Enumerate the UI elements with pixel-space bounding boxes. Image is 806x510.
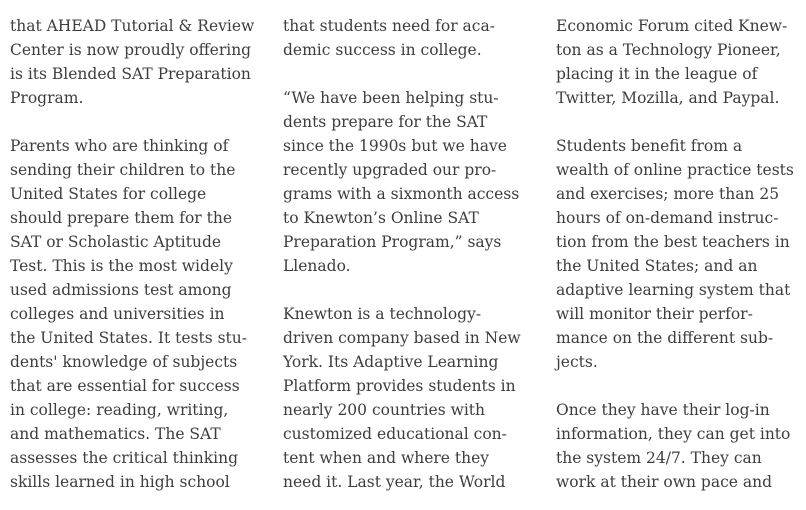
text-line: need it. Last year, the World [283, 473, 506, 491]
text-line: placing it in the league of [556, 65, 758, 83]
text-line: is its Blended SAT Preparation [10, 65, 251, 83]
paragraph-gap [556, 374, 794, 398]
text-line: Platform provides students in [283, 377, 516, 395]
text-line: the United States. It tests stu- [10, 329, 248, 347]
text-line: Knewton is a technology- [283, 305, 482, 323]
text-line: driven company based in New [283, 329, 521, 347]
paragraph [283, 14, 521, 62]
text-line: Parents who are thinking of [10, 137, 229, 155]
paragraph [556, 398, 794, 494]
text-column-1 [10, 14, 254, 494]
text-line: tion from the best teachers in [556, 233, 790, 251]
text-line: to Knewton’s Online SAT [283, 209, 479, 227]
text-line: should prepare them for the [10, 209, 233, 227]
text-column-2 [283, 14, 521, 494]
text-line: used admissions test among [10, 281, 232, 299]
text-line: dents prepare for the SAT [283, 113, 488, 131]
text-line: Llenado. [283, 257, 351, 275]
text-line: and exercises; more than 25 [556, 185, 780, 203]
paragraph [283, 86, 521, 278]
paragraph-gap [10, 110, 254, 134]
text-line: information, they can get into [556, 425, 791, 443]
text-line: the system 24/7. They can [556, 449, 762, 467]
text-line: dents' knowledge of subjects [10, 353, 238, 371]
paragraph [283, 302, 521, 494]
text-line: skills learned in high school [10, 473, 230, 491]
text-line: jects. [556, 353, 598, 371]
text-line: Program. [10, 89, 84, 107]
text-line: wealth of online practice tests [556, 161, 794, 179]
text-line: sending their children to the [10, 161, 236, 179]
text-line: York. Its Adaptive Learning [283, 353, 499, 371]
text-line: the United States; and an [556, 257, 758, 275]
text-line: Center is now proudly offering [10, 41, 252, 59]
text-line: grams with a sixmonth access [283, 185, 520, 203]
text-line: that are essential for success [10, 377, 240, 395]
text-line: colleges and universities in [10, 305, 225, 323]
text-line: nearly 200 countries with [283, 401, 486, 419]
text-line: United States for college [10, 185, 207, 203]
text-line: adaptive learning system that [556, 281, 791, 299]
paragraph-gap [283, 278, 521, 302]
paragraph-gap [556, 110, 794, 134]
text-line: Preparation Program,” says [283, 233, 502, 251]
text-line: recently upgraded our pro- [283, 161, 497, 179]
paragraph [556, 134, 794, 374]
paragraph-gap [283, 62, 521, 86]
text-line: that AHEAD Tutorial & Review [10, 17, 255, 35]
text-column-3 [556, 14, 794, 494]
text-line: SAT or Scholastic Aptitude [10, 233, 222, 251]
text-line: Twitter, Mozilla, and Paypal. [556, 89, 780, 107]
text-line: hours of on-demand instruc- [556, 209, 779, 227]
text-line: Once they have their log-in [556, 401, 770, 419]
text-line: and mathematics. The SAT [10, 425, 221, 443]
text-line: ton as a Technology Pioneer, [556, 41, 781, 59]
text-line: Test. This is the most widely [10, 257, 233, 275]
text-line: in college: reading, writing, [10, 401, 229, 419]
text-line: work at their own pace and [556, 473, 773, 491]
paragraph [556, 14, 794, 110]
text-line: Economic Forum cited Knew- [556, 17, 788, 35]
text-line: that students need for aca- [283, 17, 495, 35]
text-line: will monitor their perfor- [556, 305, 753, 323]
paragraph [10, 14, 254, 110]
text-line: demic success in college. [283, 41, 482, 59]
text-line: tent when and where they [283, 449, 490, 467]
text-line: customized educational con- [283, 425, 507, 443]
text-line: Students benefit from a [556, 137, 743, 155]
text-line: since the 1990s but we have [283, 137, 507, 155]
text-line: “We have been helping stu- [283, 89, 499, 107]
text-line: mance on the different sub- [556, 329, 774, 347]
paragraph [10, 134, 254, 494]
text-line: assesses the critical thinking [10, 449, 239, 467]
